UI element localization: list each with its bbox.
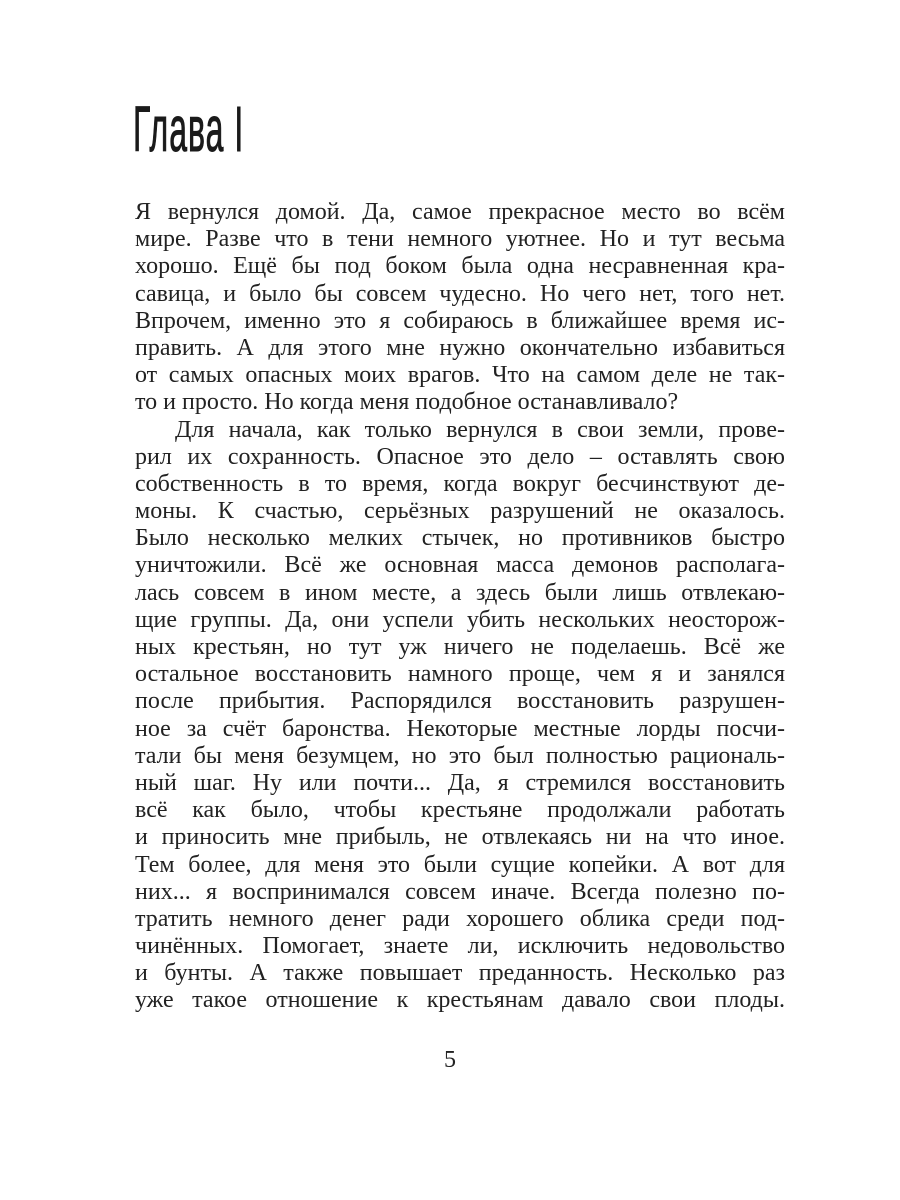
- chapter-title: Глава I: [133, 93, 245, 165]
- text-line: савица, и было бы совсем чудесно. Но чего нет, того нет.: [135, 280, 785, 307]
- text-line: Впрочем, именно это я собираюсь в ближайшее время ис-: [135, 307, 785, 334]
- text-line: ное за счёт баронства. Некоторые местные лорды посчи-: [135, 715, 785, 742]
- text-line: щие группы. Да, они успели убить нескольких неосторож-: [135, 606, 785, 633]
- text-line: моны. К счастью, серьёзных разрушений не оказалось.: [135, 498, 785, 525]
- text-line: ный шаг. Ну или почти... Да, я стремился восстановить: [135, 769, 785, 796]
- text-line: мире. Разве что в тени немного уютнее. Но и тут весьма: [135, 226, 785, 253]
- text-line: после прибытия. Распорядился восстановить разрушен-: [135, 688, 785, 715]
- text-line: править. А для этого мне нужно окончательно избавиться: [135, 334, 785, 361]
- text-line: хорошо. Ещё бы под боком была одна несравненная кра-: [135, 253, 785, 280]
- text-line: то и просто. Но когда меня подобное останавливало?: [135, 389, 679, 416]
- text-line: тратить немного денег ради хорошего облика среди под-: [135, 905, 785, 932]
- text-line: Для начала, как только вернулся в свои земли, прове-: [175, 416, 785, 443]
- text-line: чинённых. Помогает, знаете ли, исключить недовольство: [135, 933, 785, 960]
- text-line: и приносить мне прибыль, не отвлекаясь ни на что иное.: [135, 824, 785, 851]
- text-line: уничтожили. Всё же основная масса демонов располага-: [135, 552, 785, 579]
- text-line: Было несколько мелких стычек, но противников быстро: [135, 525, 785, 552]
- text-line: уже такое отношение к крестьянам давало свои плоды.: [135, 987, 785, 1014]
- text-line: всё как было, чтобы крестьяне продолжали работать: [135, 797, 785, 824]
- text-line: Тем более, для меня это были сущие копейки. А вот для: [135, 851, 785, 878]
- text-line: них... я воспринимался совсем иначе. Всегда полезно по-: [135, 878, 785, 905]
- text-line: собственность в то время, когда вокруг бесчинствуют де-: [135, 470, 785, 497]
- body-text: [135, 199, 785, 1015]
- text-line: лась совсем в ином месте, а здесь были лишь отвлекаю-: [135, 579, 785, 606]
- text-line: рил их сохранность. Опасное это дело – оставлять свою: [135, 443, 785, 470]
- text-line: от самых опасных моих врагов. Что на самом деле не так-: [135, 362, 785, 389]
- page-number: 5: [444, 1047, 456, 1073]
- text-line: и бунты. А также повышает преданность. Несколько раз: [135, 960, 785, 987]
- text-line: ных крестьян, но тут уж ничего не поделаешь. Всё же: [135, 634, 785, 660]
- text-line: тали бы меня безумцем, но это был полностью рациональ-: [135, 742, 785, 769]
- text-line: остальное восстановить намного проще, чем я и занялся: [135, 661, 785, 688]
- text-line: Я вернулся домой. Да, самое прекрасное место во всём: [135, 199, 785, 225]
